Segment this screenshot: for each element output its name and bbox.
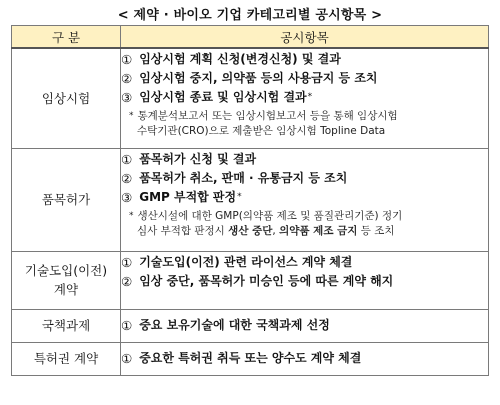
disclosure-table xyxy=(11,25,489,376)
item-text: 임상시험 중지, 의약품 등의 사용금지 등 조치 xyxy=(139,71,378,85)
list-item xyxy=(121,171,488,186)
item-text: 중요 보유기술에 대한 국책과제 선정 xyxy=(139,318,330,332)
footnote-text: , xyxy=(272,224,280,237)
table-row-product-approval xyxy=(12,148,489,251)
table-row-clinical xyxy=(12,48,489,148)
footnote-text: 심사 부적합 판정시 xyxy=(137,224,229,237)
list-item xyxy=(121,255,488,270)
list-item xyxy=(121,351,488,366)
list-item xyxy=(121,90,488,105)
list-item xyxy=(121,190,488,205)
category-cell xyxy=(12,251,121,309)
item-text: GMP 부적합 판정 xyxy=(139,189,237,204)
footnote-line: 통계분석보고서 또는 임상시험보고서 등을 통해 임상시험 xyxy=(137,110,398,122)
header-items: 공시항목 xyxy=(121,26,489,49)
category-cell: 임상시험 xyxy=(12,48,121,148)
item-number: ③ xyxy=(121,189,133,205)
item-text: 품목허가 신청 및 결과 xyxy=(139,151,257,166)
footnote-line xyxy=(129,224,488,239)
footnote-emphasis: 의약품 제조 금지 xyxy=(279,224,358,237)
items-cell xyxy=(121,148,489,251)
footnote-star: * xyxy=(129,210,134,221)
item-number: ① xyxy=(121,254,133,270)
table-row-tech-transfer xyxy=(12,251,489,309)
header-category: 구 분 xyxy=(12,26,121,49)
list-item xyxy=(121,318,488,333)
table-row-national-project xyxy=(12,309,489,342)
category-cell: 국책과제 xyxy=(12,309,121,342)
item-text: 품목허가 취소, 판매 · 유통금지 등 조치 xyxy=(139,170,348,185)
footnote-emphasis: 생산 중단 xyxy=(228,224,273,237)
category-line: 기술도입(이전) xyxy=(24,263,108,278)
item-number: ① xyxy=(121,151,133,167)
footnote-mark: * xyxy=(237,191,242,202)
item-text: 임상 중단, 품목허가 미승인 등에 따른 계약 해지 xyxy=(139,273,394,288)
table-header-row xyxy=(12,26,489,49)
items-cell xyxy=(121,309,489,342)
list-item xyxy=(121,152,488,167)
category-cell: 품목허가 xyxy=(12,148,121,251)
footnote-line: 생산시설에 대한 GMP(의약품 제조 및 품질관리기준) 정기 xyxy=(137,209,403,222)
item-text: 임상시험 종료 및 임상시험 결과 xyxy=(139,90,307,104)
item-number: ② xyxy=(121,273,133,289)
list-item xyxy=(121,71,488,86)
category-line: 계약 xyxy=(53,282,79,297)
item-number: ① xyxy=(121,351,133,366)
item-number: ② xyxy=(121,170,133,186)
item-number: ① xyxy=(121,318,133,333)
table-row-patent xyxy=(12,342,489,375)
item-number: ① xyxy=(121,52,133,67)
footnote-line: 수탁기관(CRO)으로 제출받은 임상시험 Topline Data xyxy=(137,125,386,137)
item-text: 기술도입(이전) 관련 라이선스 계약 체결 xyxy=(139,254,353,269)
item-text: 임상시험 계획 신청(변경신청) 및 결과 xyxy=(139,52,341,66)
list-item xyxy=(121,52,488,67)
footnote xyxy=(121,109,488,139)
item-number: ② xyxy=(121,71,133,86)
page-title: < 제약 · 바이오 기업 카테고리별 공시항목 > xyxy=(117,8,383,23)
items-cell xyxy=(121,48,489,148)
items-cell xyxy=(121,342,489,375)
list-item xyxy=(121,274,488,289)
footnote-text: 등 조치 xyxy=(357,224,395,237)
footnote-star: * xyxy=(129,111,134,121)
footnote-mark: * xyxy=(307,92,313,102)
category-cell: 특허권 계약 xyxy=(12,342,121,375)
item-number: ③ xyxy=(121,90,133,105)
items-cell xyxy=(121,251,489,309)
item-text: 중요한 특허권 취득 또는 양수도 계약 체결 xyxy=(139,351,362,365)
footnote xyxy=(121,209,488,239)
